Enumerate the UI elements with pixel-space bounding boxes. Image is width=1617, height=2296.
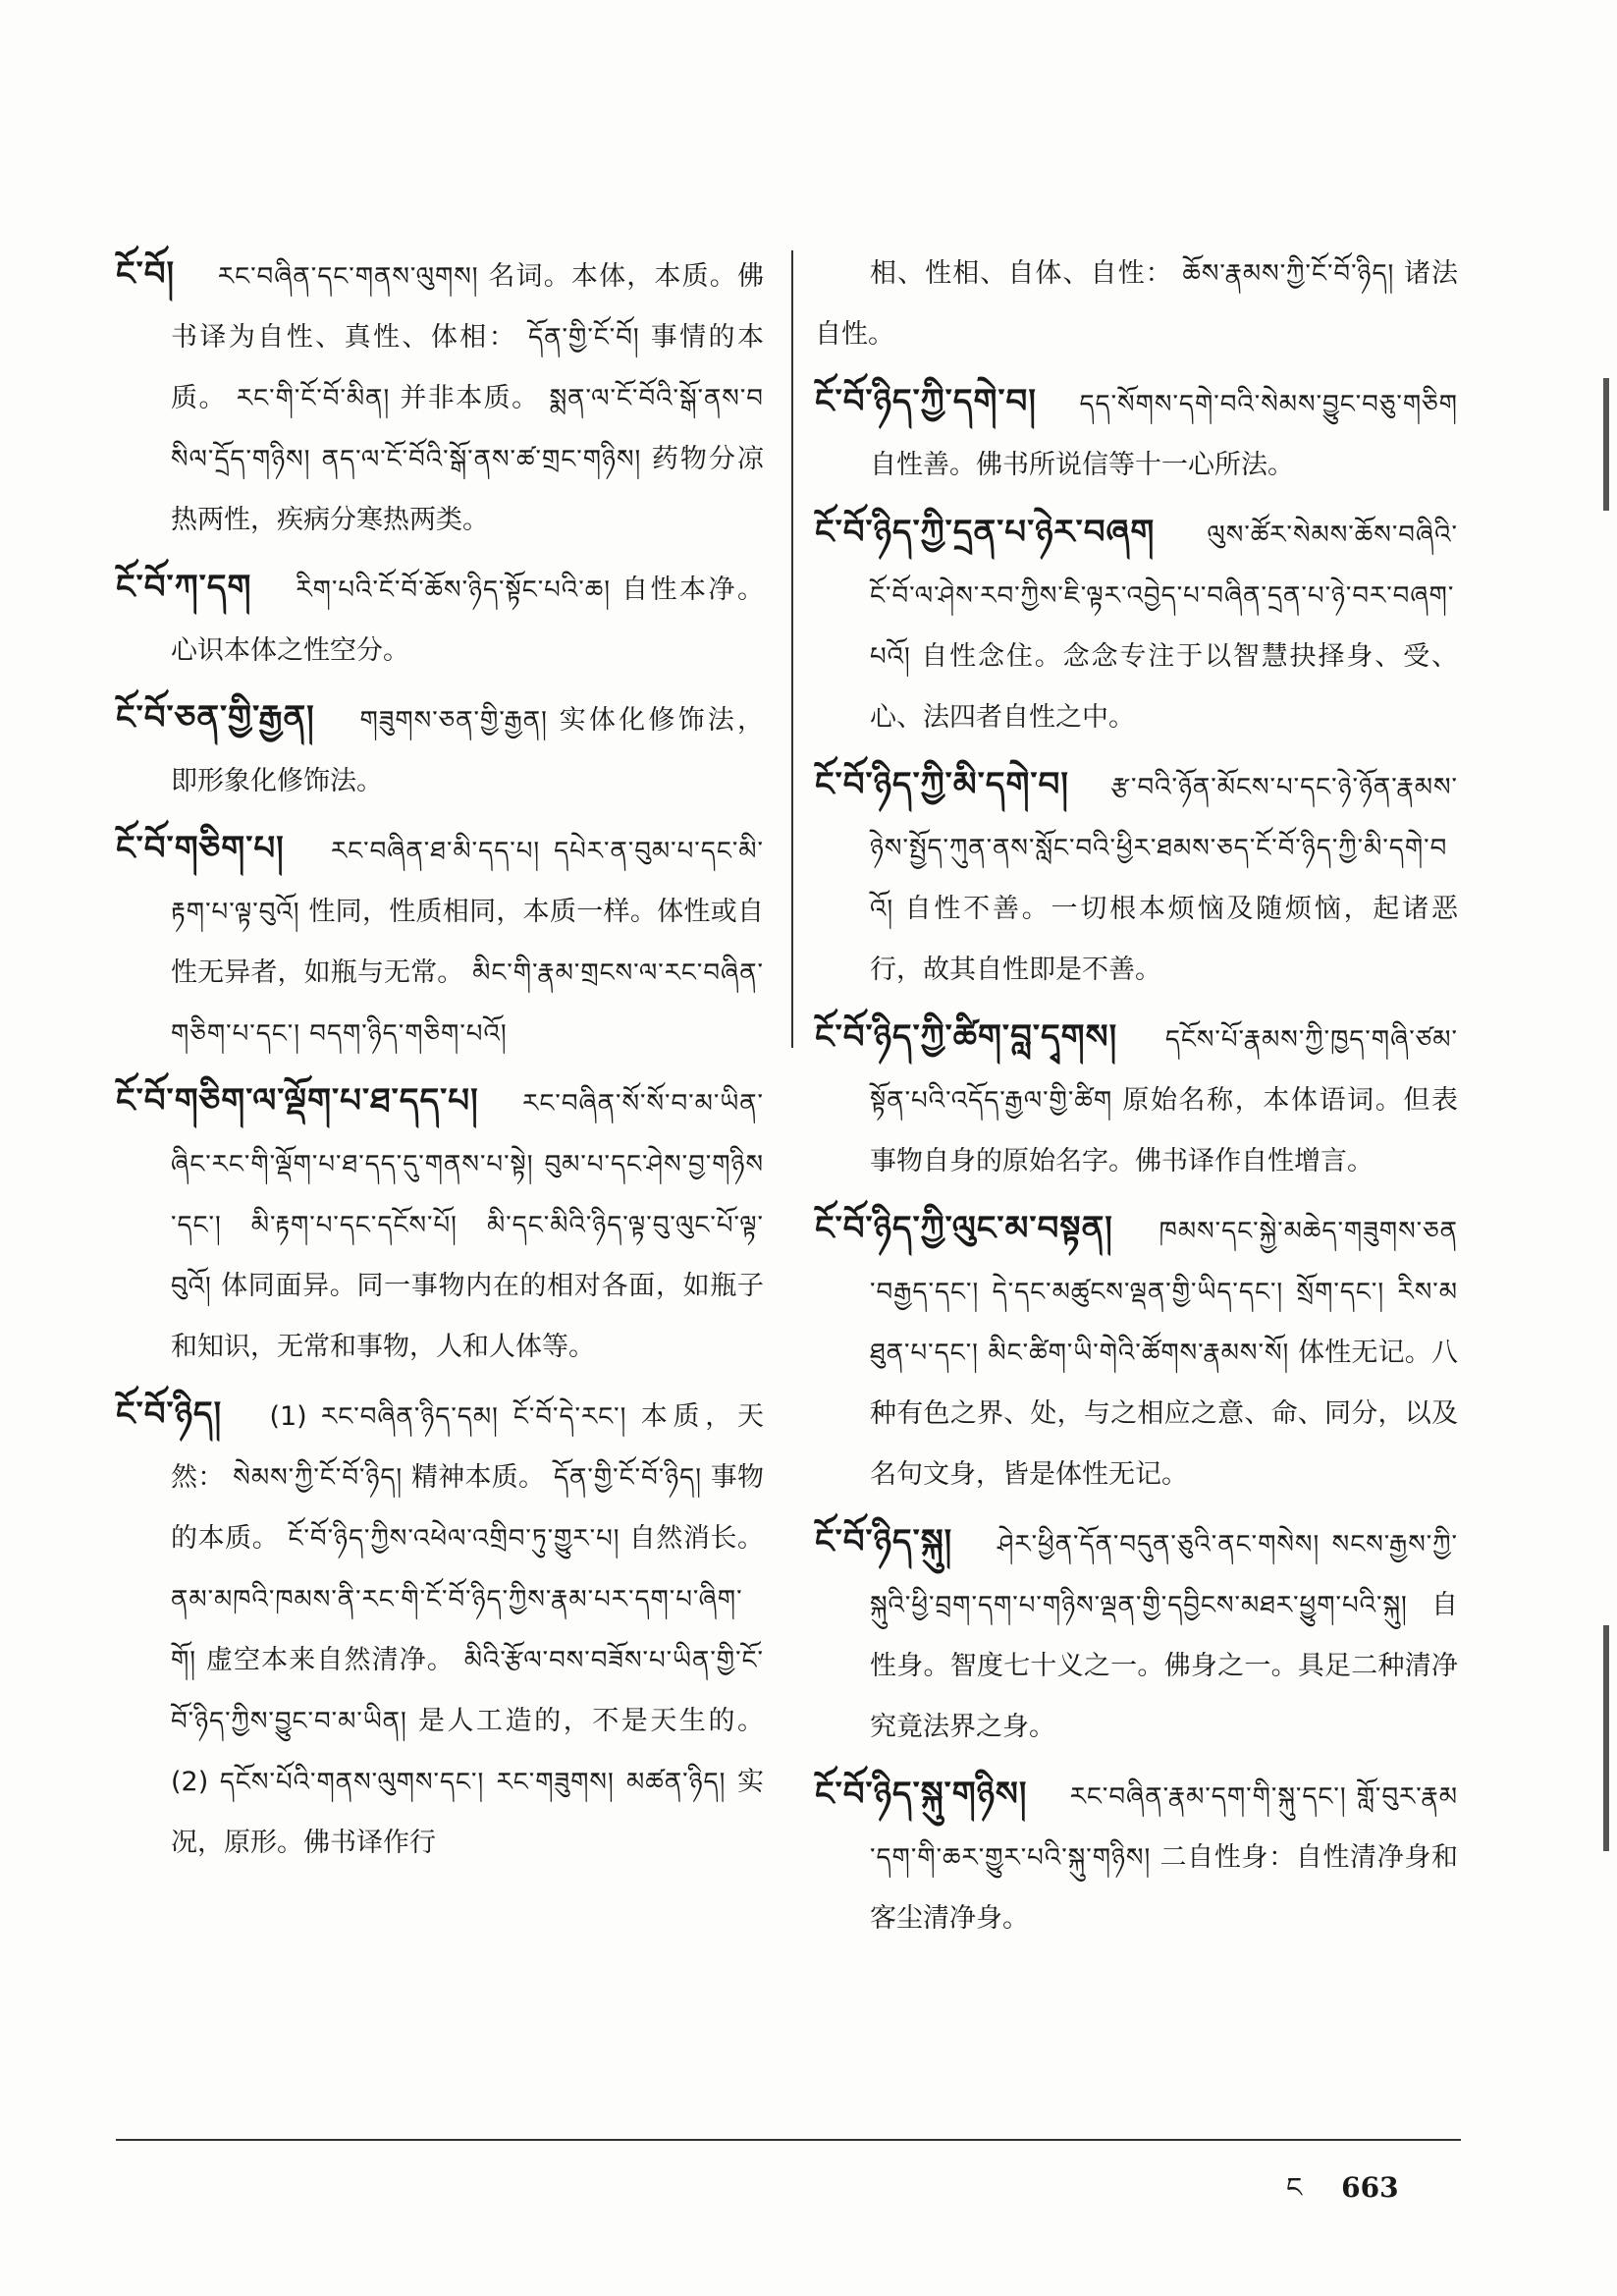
chinese-gloss: 并非本质。 (400, 383, 540, 413)
tibetan-definition: ལུས་ཚོར་སེམས་ཆོས་བཞིའི་ངོ་བོ་ལ་ཤེས་རབ་ཀྱིས་ཇི་ལྟར་འབྱེད་པ་བཞིན་དྲན་པ་ཉེ་བར་བཞག་པའོ། (870, 520, 1458, 672)
scan-edge-mark (1603, 378, 1609, 511)
headword: ངོ་བོ་གཅིག་པ། (116, 829, 285, 868)
chinese-definition: 实况，原形。佛书译作行 (171, 1767, 764, 1858)
right-column (815, 244, 1458, 1955)
tibetan-example: ནམ་མཁའི་ཁམས་ནི་རང་གི་ངོ་བོ་ཉིད་ཀྱིས་རྣམ་པར་དག་པ་ཞིག་གོ། (171, 1585, 743, 1675)
entry-ngo-bo-gcig-pa (116, 818, 764, 1065)
left-column (116, 244, 764, 1880)
sense-number: (2) (171, 1767, 209, 1797)
chinese-definition: 自性不善。一切根本烦恼及随烦恼，起诸恶行，故其自性即是不善。 (870, 894, 1458, 985)
chinese-definition: 体同面异。同一事物内在的相对各面，如瓶子和知识，无常和事物，人和人体等。 (171, 1271, 764, 1362)
tibetan-example: སྨན་ལ་ངོ་བོའི་སྒོ་ནས་བསིལ་དྲོད་གཉིས། ནད་ལ་ངོ་བོའི་སྒོ་ནས་ཚ་གྲང་གཉིས། (171, 384, 764, 474)
page-footer (1286, 2157, 1399, 2234)
tibetan-definition: རང་བཞིན་སོ་སོ་བ་མ་ཡིན་ཞིང་རང་གི་ལྡོག་པ་ཐ་དད་དུ་གནས་པ་སྟེ། བུམ་པ་དང་ཤེས་བྱ་གཉིས་དང་། མི་རྟག་པ་དང་དངོས་པོ། མི་དང་མིའི་ཉིད་ལྟ་བུ་ལུང་པོ་ལྟ་བུའོ། (171, 1089, 764, 1301)
headword: ངོ་བོ་གཅིག་ལ་ལྡོག་པ་ཐ་དད་པ། (116, 1081, 479, 1121)
entry-ngo-bo-nyid-kyi-dge-ba (815, 371, 1458, 496)
headword: ངོ་བོ་ཉིད་ཀྱི་དགེ་བ། (815, 382, 1037, 421)
chinese-definition: 原始名称，本体语词。但表事物自身的原始名字。佛书译作自性增言。 (870, 1085, 1459, 1176)
headword: ངོ་བོ། (116, 254, 176, 294)
tibetan-definition: རང་བཞིན་རྣམ་དག་གི་སྐུ་དང་། གློ་བུར་རྣམ་དག་གི་ཆར་གྱུར་པའི་སྐུ་གཉིས། (870, 1782, 1458, 1873)
tibetan-example: དོན་གྱི་ངོ་བོ་ཉིད། (554, 1463, 702, 1493)
tibetan-example: མིའི་རྩོལ་བས་བཟོས་པ་ཡིན་གྱི་ངོ་བོ་ཉིད་ཀྱིས་བྱུང་བ་མ་ཡིན། (171, 1646, 765, 1736)
chinese-definition: 体性无记。八种有色之界、处，与之相应之意、命、同分，以及名句文身，皆是体性无记。 (870, 1338, 1458, 1490)
entry-ngo-bo-nyid (116, 1384, 764, 1874)
tibetan-definition: དངོས་པོ་རྣམས་ཀྱི་ཁྱད་གཞི་ཙམ་སྟོན་པའི་འདོད་རྒྱལ་གྱི་ཚིག (870, 1025, 1458, 1116)
tibetan-definition: རིག་པའི་ངོ་བོ་ཆོས་ཉིད་སྟོང་པའི་ཆ། (296, 575, 611, 605)
entry-continuation (815, 244, 1458, 365)
chinese-definition: 自性善。佛书所说信等十一心所法。 (870, 450, 1294, 480)
headword: ངོ་བོ་ཅན་གྱི་རྒྱན། (116, 698, 315, 738)
chinese-gloss: 诸法自性。 (815, 258, 1459, 350)
chinese-definition: 二自性身：自性清净身和客尘清净身。 (870, 1842, 1459, 1934)
headword: ངོ་བོ་ཉིད་སྐུ། (815, 1522, 953, 1561)
tibetan-example: སེམས་ཀྱི་ངོ་བོ་ཉིད། (233, 1463, 404, 1493)
page-number: 663 (1341, 2171, 1399, 2204)
tibetan-definition: རང་བཞིན་ཐ་མི་དད་པ། དཔེར་ན་བུམ་པ་དང་མི་རྟག་པ་ལྟ་བུའོ། (171, 837, 764, 927)
tibetan-definition: ཁམས་དང་སྐྱེ་མཆེད་གཟུགས་ཅན་བརྒྱད་དང་། དེ་དང་མཚུངས་ལྡན་གྱི་ཡིད་དང་། སྲོག་དང་། རིས་མཐུན་པ་དང་། མིང་ཚིག་ཡི་གེའི་ཚོགས་རྣམས་སོ། (870, 1217, 1458, 1368)
entry-ngo-bo-nyid-sku-gnyis (815, 1764, 1458, 1949)
chinese-gloss: 虚空本来自然清净。 (205, 1645, 456, 1675)
headword: ངོ་བོ་ཀ་དག (116, 568, 252, 607)
chinese-definition: 本质，天然： (171, 1401, 764, 1493)
chinese-gloss: 自然消长。 (628, 1523, 764, 1554)
entry-ngo-bo-nyid-lung-ma-bstan (815, 1198, 1458, 1505)
headword: ངོ་བོ་ཉིད་ཀྱི་ལུང་མ་བསྟན། (815, 1209, 1113, 1248)
entry-ngo-bo-can-gyi-rgyan (116, 687, 764, 812)
chinese-definition: 相、性相、自体、自性： (870, 258, 1173, 289)
entry-ngo-bo-gcig-la-ldog-pa (116, 1070, 764, 1378)
entry-ngo-bo-nyid-sku (815, 1511, 1458, 1758)
chinese-definition: 自性身。智度七十义之一。佛身之一。具足二种清净究竟法界之身。 (870, 1590, 1458, 1742)
tibetan-definition: རང་བཞིན་ཉིད་དམ། ངོ་བོ་དེ་རང་། (321, 1402, 627, 1432)
column-divider (791, 250, 793, 1048)
entry-ngo-bo-nyid-kyi-mi-dge-ba (815, 754, 1458, 1001)
entry-ngo-bo-nyid-kyi-dran-pa (815, 502, 1458, 748)
tibetan-definition: དད་སོགས་དགེ་བའི་སེམས་བྱུང་བཅུ་གཅིག (1079, 390, 1458, 419)
sense-number: (1) (269, 1401, 307, 1432)
headword: ངོ་བོ་ཉིད་ཀྱི་ཚིག་བླ་དྭགས། (815, 1017, 1118, 1057)
chinese-definition: 名词。本体，本质。佛书译为自性、真性、体相： (171, 261, 764, 353)
scan-edge-mark (1603, 1625, 1609, 1851)
tibetan-definition: དངོས་པོའི་གནས་ལུགས་དང་། རང་གཟུགས། མཚན་ཉིད། (219, 1768, 727, 1797)
footer-rule (116, 2139, 1461, 2141)
tibetan-example: ཆོས་རྣམས་ཀྱི་ངོ་བོ་ཉིད། (1182, 259, 1395, 289)
chinese-gloss: 事情的本质。 (171, 322, 764, 413)
tibetan-definition: རྩ་བའི་ཉོན་མོངས་པ་དང་ཉེ་ཉོན་རྣམས་ཉེས་སྤྱོད་ཀུན་ནས་སློང་བའི་ཕྱིར་ཐམས་ཅད་ངོ་བོ་ཉིད་ཀྱི་མི་དགེ་བའོ། (870, 773, 1458, 924)
entry-ngo-bo (116, 244, 764, 551)
headword: ངོ་བོ་ཉིད་སྐུ་གཉིས། (815, 1775, 1028, 1814)
tibetan-example: ངོ་བོ་ཉིད་ཀྱིས་འཕེལ་འགྲིབ་ཏུ་གྱུར་པ། (288, 1524, 620, 1554)
chinese-gloss: 事物的本质。 (171, 1462, 765, 1554)
headword: ངོ་བོ་ཉིད་ཀྱི་མི་དགེ་བ། (815, 765, 1069, 804)
tibetan-example: རང་གི་ངོ་བོ་མིན། (236, 384, 391, 413)
chinese-definition: 自性本净。心识本体之性空分。 (171, 574, 764, 666)
section-letter: ང (1286, 2171, 1303, 2204)
tibetan-definition: གཟུགས་ཅན་གྱི་རྒྱན། (359, 706, 548, 736)
chinese-definition: 性同，性质相同，本质一样。体性或自性无异者，如瓶与无常。 (171, 897, 764, 988)
chinese-definition: 实体化修饰法，即形象化修饰法。 (171, 705, 765, 796)
chinese-gloss: 是人工造的，不是天生的。 (417, 1706, 764, 1736)
chinese-gloss: 药物分凉热两性，疾病分寒热两类。 (171, 444, 764, 535)
headword: ངོ་བོ་ཉིད། (116, 1394, 223, 1434)
entry-ngo-bo-nyid-kyi-tshig (815, 1007, 1458, 1192)
headword: ངོ་བོ་ཉིད་ཀྱི་དྲན་པ་ཉེར་བཞག (815, 513, 1156, 552)
tibetan-definition: ཤེར་ཕྱིན་དོན་བདུན་ཅུའི་ནང་གསེས། སངས་རྒྱས་ཀྱི་སྐུའི་ཕྱི་བྲག་དག་པ་གཉིས་ལྡན་གྱི་དབྱིངས་མཐར་ཕྱུག་པའི་སྐུ། (870, 1530, 1458, 1620)
tibetan-example: དོན་གྱི་ངོ་བོ། (528, 323, 640, 353)
tibetan-definition: རང་བཞིན་དང་གནས་ལུགས། (217, 262, 479, 292)
entry-ngo-bo-ka-dag (116, 557, 764, 682)
chinese-gloss: 精神本质。 (411, 1462, 546, 1493)
chinese-definition: 自性念住。念念专注于以智慧抉择身、受、心、法四者自性之中。 (870, 641, 1459, 733)
tibetan-synonyms: མིང་གི་རྣམ་གྲངས་ལ་རང་བཞིན་གཅིག་པ་དང་། བདག་ཉིད་གཅིག་པའོ། (171, 958, 765, 1049)
